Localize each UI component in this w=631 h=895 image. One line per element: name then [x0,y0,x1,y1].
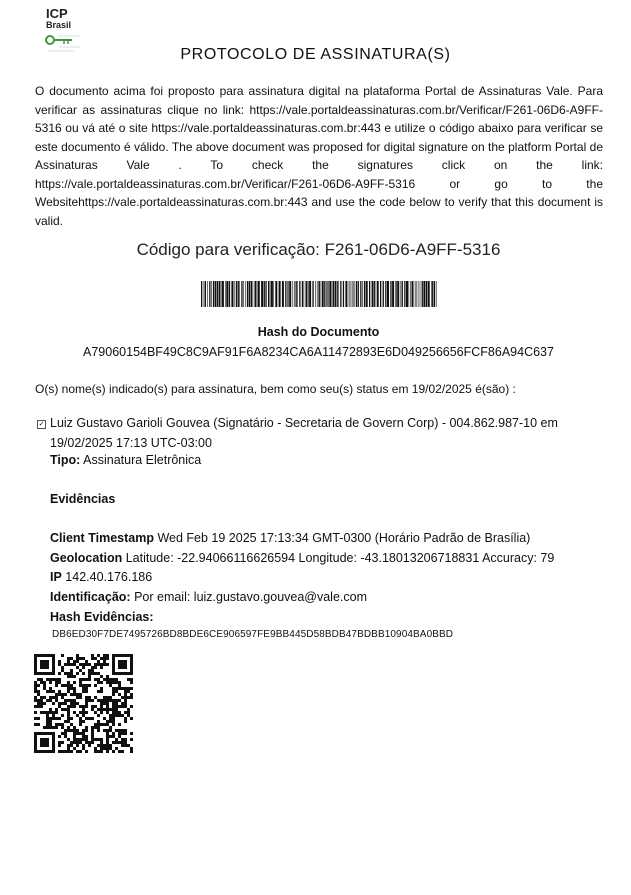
geolocation-row [50,551,554,565]
ip-label: IP [50,570,62,584]
client-timestamp-label: Client Timestamp [50,531,154,545]
client-timestamp-value: Wed Feb 19 2025 17:13:34 GMT-0300 (Horário Padrão de Brasília) [157,531,531,545]
identificacao-row [50,590,367,604]
intro-paragraph: O documento acima foi proposto para assinatura digital na plataforma Portal de Assinaturas Vale. Para verificar as assinaturas clique no link: https://vale.portaldeassinaturas.com.br/Verificar/F261-06D6-A9FF-5316 ou vá até o site https://vale.portaldeassinaturas.com.br:443 e utilize o código abaixo para verificar se este documento é válido. The above document was proposed for digital signature on the platform Portal de Assinaturas Vale . To check the signatures click on the link: https://vale.portaldeassinaturas.com.br/Verificar/F261-06D6-A9FF-5316 or go to the Websitehttps://vale.portaldeassinaturas.com.br:443 and use the code below to verify that this document is valid. [35,84,603,228]
geolocation-label: Geolocation [50,551,123,565]
geolocation-value: Latitude: -22.94066116626594 Longitude: -43.18013206718831 Accuracy: 79 [125,551,555,565]
signature-type-row [50,453,201,467]
ip-value: 142.40.176.186 [65,570,153,584]
hash-evidencias-value: DB6ED30F7DE7495726BD8BDE6CE906597FE9BB445D58BDB47BDBB10904BA0BBD [52,629,454,640]
signature-checkbox: ✓ [38,421,45,428]
page-title: PROTOCOLO DE ASSINATURA(S) [180,46,451,63]
identificacao-value: Por email: luiz.gustavo.gouvea@vale.com [134,590,368,604]
identificacao-label: Identificação: [50,590,131,604]
hash-evidencias-label: Hash Evidências: [50,610,154,624]
ip-row [50,570,152,584]
verification-label: Código para verificação: [136,240,320,259]
logo-text-icp: ICP [46,6,68,21]
verification-barcode [201,281,437,307]
verification-qr-code [34,654,133,753]
hash-value: A79060154BF49C8C9AF91F6A8234CA6A11472893E6D049256656FCF86A94C637 [83,345,554,359]
verification-code-line [0,240,631,260]
verification-code: F261-06D6-A9FF-5316 [324,240,501,259]
signature-type-label: Tipo: [50,453,81,467]
signer-info: Luiz Gustavo Garioli Gouvea (Signatário - Secretaria de Govern Corp) - 004.862.987-10 em 19/02/2025 17:13 UTC-03:00 [50,416,558,450]
status-line: O(s) nome(s) indicado(s) para assinatura, bem como seu(s) status em 19/02/2025 é(são) : [35,382,516,396]
evidencias-heading: Evidências [50,492,116,506]
hash-title: Hash do Documento [257,325,380,339]
signature-type-value: Assinatura Eletrônica [83,453,202,467]
client-timestamp-row [50,531,530,545]
logo-text-brasil: Brasil [46,20,72,30]
